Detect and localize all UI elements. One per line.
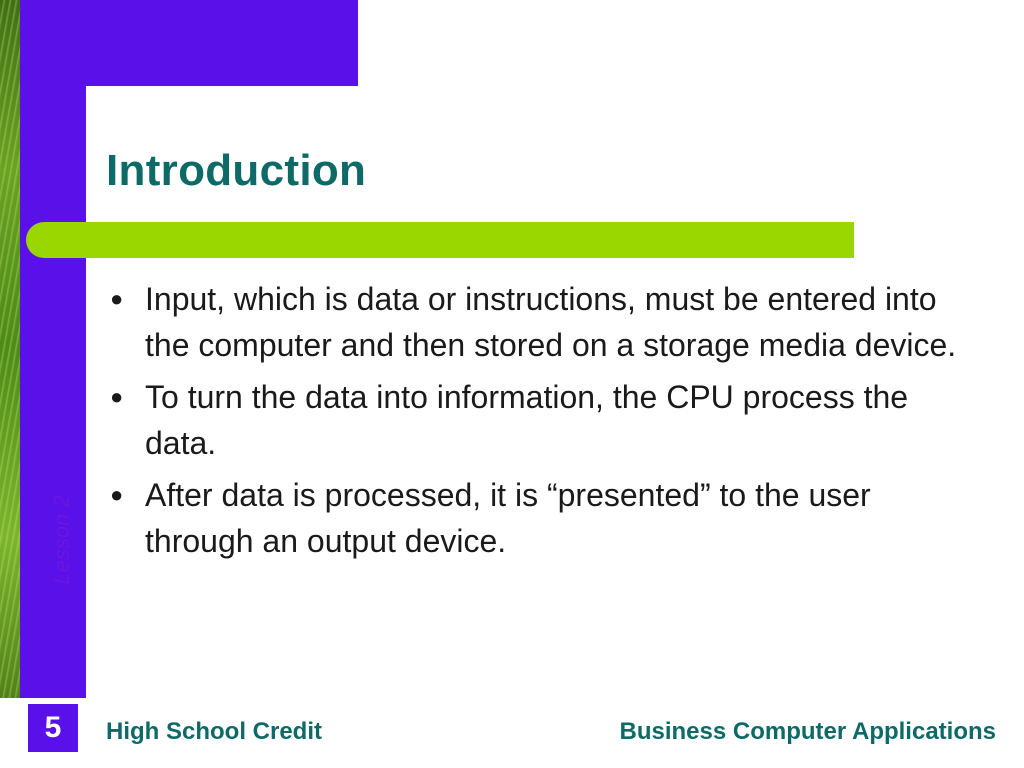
bullet-text: To turn the data into information, the CPU process the data. — [145, 379, 909, 461]
bullet-dot-icon: ● — [110, 286, 124, 311]
bullet-text: Input, which is data or instructions, must be entered into the computer and then stored on a storage media device. — [145, 281, 957, 363]
bullet-text: After data is processed, it is “presented” to the user through an output device. — [145, 477, 871, 559]
bullet-item — [108, 472, 968, 564]
grass-texture — [0, 0, 20, 768]
bullet-list — [108, 276, 968, 570]
slide-title: Introduction — [106, 146, 367, 195]
footer-right-text: Business Computer Applications — [619, 718, 996, 745]
bullet-item — [108, 374, 968, 466]
lesson-label: Lesson 2 — [49, 495, 74, 585]
purple-side-band — [20, 0, 86, 768]
bullet-item — [108, 276, 968, 368]
bullet-dot-icon: ● — [110, 384, 124, 409]
purple-top-band — [20, 0, 358, 86]
footer-left-text: High School Credit — [106, 718, 322, 745]
bullet-dot-icon: ● — [110, 482, 124, 507]
slide-number-badge: 5 — [28, 704, 78, 752]
accent-bar — [26, 222, 854, 258]
